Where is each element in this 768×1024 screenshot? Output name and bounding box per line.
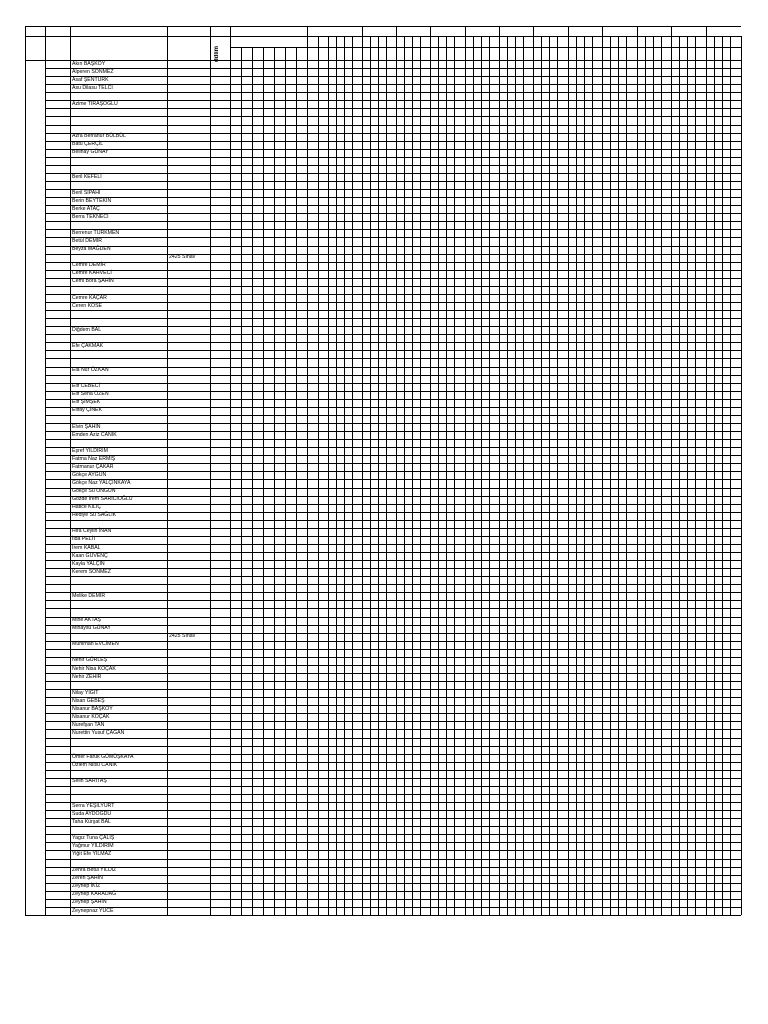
student-name: Nehir ZEHİR: [72, 673, 102, 680]
header-bottom-rule: [25, 60, 741, 61]
student-name: Zeynep KARADAĞ: [72, 891, 117, 898]
group-divider: [465, 26, 466, 60]
table-row-border: [45, 84, 741, 85]
table-row-border: [45, 899, 741, 900]
student-name: Elif ŞİMŞEK: [72, 399, 101, 406]
table-row-border: [45, 125, 741, 126]
grade-column-divider: [446, 36, 447, 915]
grade-column-divider: [523, 36, 524, 915]
student-name: Elif Sena ÖZEN: [72, 391, 109, 398]
table-row-border: [45, 302, 741, 303]
table-row-border: [45, 254, 741, 255]
student-name: Gökçe Su ONGUN: [72, 488, 116, 495]
table-row-border: [45, 197, 741, 198]
grade-column-divider: [465, 36, 466, 915]
grade-column-divider: [706, 36, 707, 915]
student-name: Zeynepnaz YÜCE: [72, 907, 114, 914]
table-row-border: [45, 891, 741, 892]
table-row-border: [45, 141, 741, 142]
grade-column-divider: [541, 36, 542, 915]
table-row-border: [45, 859, 741, 860]
table-row-border: [45, 149, 741, 150]
student-name: Zehra Betül YILDIZ: [72, 867, 117, 874]
grade-column-divider: [637, 36, 638, 915]
table-row-border: [45, 705, 741, 706]
table-row-border: [45, 237, 741, 238]
group-divider: [602, 26, 603, 60]
grade-column-divider: [336, 36, 337, 915]
grade-column-divider: [420, 36, 421, 915]
student-name: Elif CEBECİ: [72, 383, 100, 390]
grade-column-divider: [645, 36, 646, 915]
table-row-border: [45, 625, 741, 626]
table-row-border: [45, 512, 741, 513]
student-name: Nisan GEBEŞ: [72, 697, 105, 704]
student-name: Hediye Su SAĞLIK: [72, 512, 117, 519]
table-row-border: [45, 334, 741, 335]
student-name: Ömer Faruk GÜMÜŞKAYA: [72, 754, 134, 761]
vertical-header-label: ddlim: [214, 46, 220, 62]
table-row-border: [45, 100, 741, 101]
table-row-border: [45, 689, 741, 690]
group-divider: [706, 26, 707, 60]
table-row-border: [45, 738, 741, 739]
table-row-border: [45, 262, 741, 263]
student-name: Melike DEMİR: [72, 592, 106, 599]
table-row-border: [45, 342, 741, 343]
table-top-border: [25, 26, 741, 27]
table-row-border: [45, 463, 741, 464]
student-name: Batu ÇERÇİL: [72, 141, 104, 148]
table-row-border: [45, 528, 741, 529]
table-row-border: [45, 520, 741, 521]
table-row-border: [45, 584, 741, 585]
grade-column-divider: [653, 36, 654, 915]
student-name: Muhirhan EVCİMEN: [72, 641, 119, 648]
grade-column-divider: [507, 36, 508, 915]
table-row-border: [45, 883, 741, 884]
grade-column-divider: [241, 47, 242, 915]
table-row-border: [45, 576, 741, 577]
grade-column-divider: [741, 36, 742, 915]
student-name: Cemre DEMİR: [72, 262, 106, 269]
student-name: Azime TIRAŞOĞLU: [72, 100, 118, 107]
table-row-border: [45, 431, 741, 432]
table-row-border: [45, 568, 741, 569]
student-name: Nurefşan TAN: [72, 722, 105, 728]
table-row-border: [45, 294, 741, 295]
table-row-border: [45, 133, 741, 134]
group-divider: [430, 26, 431, 60]
student-name: Beril SİPAHİ: [72, 189, 101, 196]
student-name: Minaysu GÜNAY: [72, 625, 111, 632]
table-row-border: [45, 68, 741, 69]
student-name: Akın BAŞKÖY: [72, 60, 106, 67]
grade-column-divider: [404, 36, 405, 915]
table-row-border: [45, 213, 741, 214]
student-name: Gözde İrem SARICIOĞLU: [72, 496, 133, 503]
student-name: Kaan GÜVENÇ: [72, 552, 108, 559]
student-name: Berke ATAÇ: [72, 205, 100, 212]
student-name: Emden Aziz CANIK: [72, 431, 117, 438]
student-name: Fatma Naz ERMİŞ: [72, 455, 116, 462]
row-note: 2425 Sınav: [169, 254, 196, 261]
grade-column-divider: [263, 47, 264, 915]
grade-column-divider: [626, 36, 627, 915]
table-row-border: [45, 423, 741, 424]
student-name: Belinay GÜNAY: [72, 149, 109, 156]
table-row-border: [45, 697, 741, 698]
grade-column-divider: [454, 36, 455, 915]
table-row-border: [45, 367, 741, 368]
student-name: Asu Dilasu TELCİ: [72, 84, 113, 91]
grade-column-divider: [568, 36, 569, 915]
grade-column-divider: [687, 36, 688, 915]
student-name: Nisanur KOÇAK: [72, 713, 110, 720]
grade-column-divider: [533, 36, 534, 915]
student-name: Serra YEŞİLYURT: [72, 802, 115, 809]
table-row-border: [45, 842, 741, 843]
student-name: Ela Nur ÖZKAN: [72, 367, 109, 374]
student-name: Nehir Nisa KOÇAK: [72, 665, 116, 672]
grade-column-divider: [412, 36, 413, 915]
table-row-border: [45, 802, 741, 803]
grade-column-divider: [362, 36, 363, 915]
grade-column-divider: [722, 36, 723, 915]
table-row-border: [45, 786, 741, 787]
group-divider: [671, 26, 672, 60]
table-row-border: [45, 657, 741, 658]
student-name: Ceren KÖSE: [72, 302, 102, 309]
student-name: Suda AYDOĞDU: [72, 810, 112, 817]
grade-column-divider: [438, 36, 439, 915]
table-row-border: [45, 399, 741, 400]
table-row-border: [45, 471, 741, 472]
student-name: Berra TEKNECİ: [72, 213, 109, 220]
table-row-border: [45, 721, 741, 722]
grade-column-divider: [515, 36, 516, 915]
student-name: Nilay YİĞİT: [72, 689, 99, 696]
table-row-border: [45, 592, 741, 593]
grade-column-divider: [473, 36, 474, 915]
table-row-border: [45, 108, 741, 109]
table-row-border: [45, 116, 741, 117]
student-name: Azra Berranur BÜLBÜL: [72, 133, 126, 140]
student-name: Hira Ceylin İNAN: [72, 528, 112, 535]
grade-column-divider: [430, 36, 431, 915]
table-row-border: [45, 818, 741, 819]
column-divider: [25, 26, 26, 915]
table-row-border: [45, 794, 741, 795]
table-row-border: [45, 488, 741, 489]
table-row-border: [45, 246, 741, 247]
table-row-border: [45, 173, 741, 174]
student-name: Gökçe Naz YALÇINKAYA: [72, 480, 131, 487]
student-name: Gökçe AYGÜN: [72, 471, 107, 478]
table-row-border: [45, 770, 741, 771]
table-row-border: [45, 391, 741, 392]
table-row-border: [45, 560, 741, 561]
grade-column-divider: [285, 47, 286, 915]
table-row-border: [45, 375, 741, 376]
grade-column-divider: [714, 36, 715, 915]
grade-column-divider: [252, 47, 253, 915]
table-row-border: [45, 536, 741, 537]
table-row-border: [45, 875, 741, 876]
grade-column-divider: [661, 36, 662, 915]
table-row-border: [45, 358, 741, 359]
table-row-border: [45, 810, 741, 811]
grade-column-divider: [352, 36, 353, 915]
grade-column-divider: [730, 36, 731, 915]
student-name: Hatice KILIÇ: [72, 504, 102, 511]
table-row-border: [45, 278, 741, 279]
group-divider: [568, 26, 569, 60]
table-row-border: [45, 286, 741, 287]
grade-column-divider: [618, 36, 619, 915]
table-row-border: [45, 713, 741, 714]
grade-column-divider: [499, 36, 500, 915]
header-rule-1: [25, 36, 741, 37]
grade-column-divider: [307, 36, 308, 915]
student-name: Taha Kürşat BAL: [72, 818, 111, 825]
table-row-border: [45, 907, 741, 908]
table-row-border: [45, 157, 741, 158]
student-name: Asaf ŞENTÜRK: [72, 76, 109, 83]
grade-column-divider: [489, 36, 490, 915]
table-row-border: [45, 633, 741, 634]
grade-column-divider: [318, 36, 319, 915]
student-name: Zeynep İKİZ: [72, 883, 101, 890]
table-row-border: [45, 479, 741, 480]
grade-column-divider: [695, 36, 696, 915]
student-name: Diğdem BAL: [72, 326, 102, 333]
grade-column-divider: [671, 36, 672, 915]
table-row-border: [45, 608, 741, 609]
student-name: İlda PELİT: [72, 536, 97, 543]
student-name: İrem KABAL: [72, 544, 101, 551]
table-row-border: [45, 504, 741, 505]
student-name: Kayla YALÇIN: [72, 560, 105, 567]
grade-column-divider: [396, 36, 397, 915]
grade-column-divider: [378, 36, 379, 915]
student-name: Nurettin Yusuf ÇAĞAN: [72, 730, 125, 737]
student-name: Cemre KAÇAR: [72, 294, 107, 301]
grade-column-divider: [481, 36, 482, 915]
grade-column-divider: [557, 36, 558, 915]
student-name: Berin BEYTEKİN: [72, 197, 112, 204]
student-name: Mine AKTAŞ: [72, 617, 102, 624]
student-name: Selin SARITAŞ: [72, 778, 107, 785]
table-row-border: [45, 496, 741, 497]
grade-column-divider: [602, 36, 603, 915]
student-name: Eşref YILDIRIM: [72, 447, 108, 454]
table-row-border: [45, 165, 741, 166]
table-row-border: [45, 205, 741, 206]
student-name: Fatmanur ÇAKAR: [72, 463, 114, 470]
student-name: Elifay ÇİNEK: [72, 407, 102, 414]
student-name: Yağmur YILDIRIM: [72, 843, 114, 849]
student-name: Efe ÇAKMAK: [72, 342, 104, 349]
table-row-border: [45, 617, 741, 618]
table-row-border: [45, 310, 741, 311]
grade-column-divider: [370, 36, 371, 915]
student-name: Zeynep ŞAHİN: [72, 899, 107, 906]
student-name: Yiğit Efe YILMAZ: [72, 851, 112, 858]
table-row-border: [45, 762, 741, 763]
table-row-border: [45, 229, 741, 230]
student-name: Nehir GÜRLEŞ: [72, 657, 108, 664]
student-name: Cemi Bora ŞAHİN: [72, 278, 114, 285]
student-name: Nisanur BAŞKÖY: [72, 705, 113, 712]
grade-column-divider: [576, 36, 577, 915]
table-row-border: [45, 641, 741, 642]
table-row-border: [45, 778, 741, 779]
table-row-border: [45, 455, 741, 456]
table-row-border: [45, 649, 741, 650]
table-row-border: [45, 92, 741, 93]
grade-column-divider: [549, 36, 550, 915]
student-name: Alperen SÖNMEZ: [72, 68, 114, 75]
grade-column-divider: [274, 47, 275, 915]
table-row-border: [45, 76, 741, 77]
table-row-border: [45, 867, 741, 868]
grade-column-divider: [344, 36, 345, 915]
table-row-border: [45, 600, 741, 601]
table-row-border: [45, 729, 741, 730]
table-row-border: [45, 665, 741, 666]
table-row-border: [45, 544, 741, 545]
table-row-border: [45, 318, 741, 319]
table-row-border: [45, 383, 741, 384]
table-row-border: [45, 189, 741, 190]
grade-column-divider: [584, 36, 585, 915]
student-name: Beyza MAĞDEN: [72, 246, 111, 253]
student-name: Elvin ŞAHİN: [72, 423, 101, 430]
table-row-border: [45, 681, 741, 682]
table-row-border: [45, 673, 741, 674]
grade-column-divider: [679, 36, 680, 915]
student-name: Cemre KAHVECİ: [72, 270, 112, 277]
group-divider: [533, 26, 534, 60]
table-row-border: [45, 407, 741, 408]
table-row-border: [45, 439, 741, 440]
table-row-border: [45, 447, 741, 448]
student-name: Yagız Tuna ÇALIŞ: [72, 834, 115, 841]
student-name: Betül DEMİR: [72, 238, 102, 245]
group-divider: [307, 26, 308, 60]
table-row-border: [45, 221, 741, 222]
table-row-border: [45, 826, 741, 827]
grade-column-divider: [296, 47, 297, 915]
table-row-border: [45, 350, 741, 351]
student-name: Özlem Nilsu CANIK: [72, 762, 118, 769]
group-divider: [396, 26, 397, 60]
student-name: Berrenur TÜRKMEN: [72, 229, 120, 236]
table-row-border: [45, 326, 741, 327]
table-bottom-border: [25, 915, 741, 916]
table-row-border: [45, 181, 741, 182]
table-row-border: [45, 834, 741, 835]
grade-column-divider: [610, 36, 611, 915]
group-divider: [637, 26, 638, 60]
group-divider: [499, 26, 500, 60]
grade-column-divider: [328, 36, 329, 915]
table-row-border: [45, 754, 741, 755]
table-row-border: [45, 746, 741, 747]
grade-column-divider: [592, 36, 593, 915]
student-name: Zeren ŞAHİN: [72, 875, 103, 882]
table-row-border: [45, 415, 741, 416]
table-row-border: [45, 270, 741, 271]
student-name: Kerem SÖNMEZ: [72, 568, 111, 575]
table-row-border: [45, 552, 741, 553]
student-name: Beril KEFELİ: [72, 173, 102, 180]
group-divider: [362, 26, 363, 60]
table-row-border: [45, 850, 741, 851]
row-note: 2425 Sınav: [169, 633, 196, 640]
grade-column-divider: [386, 36, 387, 915]
